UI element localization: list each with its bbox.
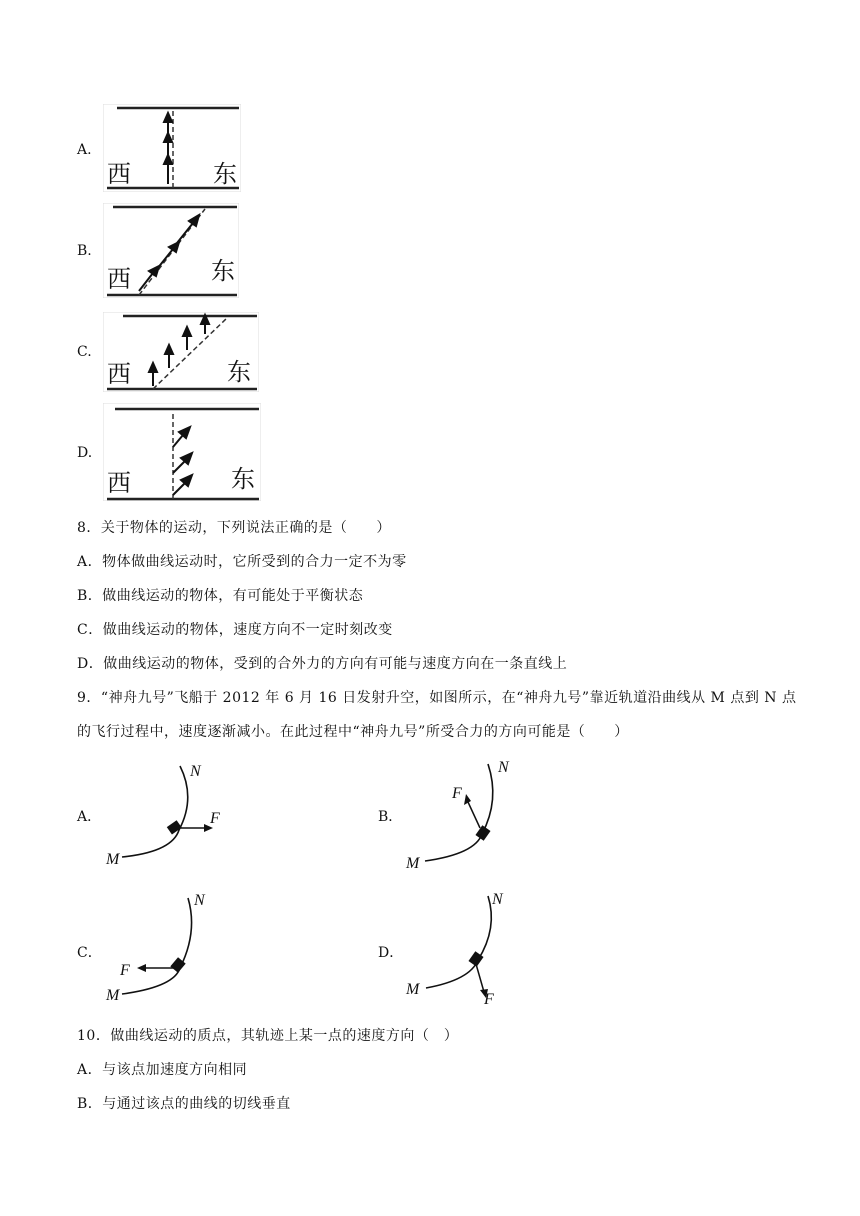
trajectory-curve bbox=[426, 896, 491, 988]
q8-option-a[interactable]: A．物体做曲线运动时，它所受到的合力一定不为零 bbox=[77, 554, 407, 570]
spacecraft-block bbox=[475, 825, 490, 841]
force-arrow bbox=[476, 964, 484, 992]
q7-figure-b bbox=[103, 203, 239, 298]
q9-figure-a bbox=[100, 756, 240, 868]
q9-option-b-label[interactable]: B． bbox=[378, 809, 403, 825]
force-f-label: F bbox=[210, 810, 220, 827]
force-f-label: F bbox=[452, 785, 462, 802]
q9-option-a-label[interactable]: A． bbox=[77, 809, 102, 825]
q7-option-a-label[interactable]: A. bbox=[77, 142, 92, 158]
force-arrowhead bbox=[464, 794, 471, 805]
point-m-label: M bbox=[406, 981, 420, 998]
q7-figure-a bbox=[103, 104, 241, 192]
q7-option-d-label[interactable]: D. bbox=[77, 445, 93, 461]
q10-stem: 10．做曲线运动的质点，其轨迹上某一点的速度方向（ ） bbox=[77, 1028, 459, 1044]
trajectory-curve bbox=[425, 764, 493, 861]
west-label: 西 bbox=[107, 362, 131, 388]
trajectory-curve bbox=[122, 898, 192, 994]
q10-option-a[interactable]: A．与该点加速度方向相同 bbox=[77, 1062, 248, 1078]
point-n-label: N bbox=[492, 891, 503, 908]
trajectory-curve bbox=[122, 766, 188, 857]
q8-option-d[interactable]: D．做曲线运动的物体，受到的合外力的方向有可能与速度方向在一条直线上 bbox=[77, 656, 568, 672]
q9-option-d-label[interactable]: D． bbox=[378, 945, 404, 961]
east-label: 东 bbox=[213, 162, 237, 188]
q7-option-c-label[interactable]: C. bbox=[77, 344, 92, 360]
q7-figure-d bbox=[103, 403, 261, 501]
point-m-label: M bbox=[106, 851, 120, 868]
east-label: 东 bbox=[211, 259, 235, 285]
force-arrow bbox=[468, 802, 480, 828]
west-label: 西 bbox=[107, 162, 131, 188]
q10-option-b[interactable]: B．与通过该点的曲线的切线垂直 bbox=[77, 1096, 291, 1112]
east-label: 东 bbox=[231, 467, 255, 493]
q8-stem: 8．关于物体的运动，下列说法正确的是（ ） bbox=[77, 520, 391, 536]
q8-option-b[interactable]: B．做曲线运动的物体，有可能处于平衡状态 bbox=[77, 588, 364, 604]
q7-figure-c bbox=[103, 312, 259, 392]
point-m-label: M bbox=[106, 987, 120, 1004]
west-label: 西 bbox=[107, 267, 131, 293]
q9-figure-c bbox=[100, 888, 240, 1004]
point-m-label: M bbox=[406, 855, 420, 871]
point-n-label: N bbox=[498, 759, 509, 776]
q9-stem-line1: 9．“神舟九号”飞船于 2012 年 6 月 16 日发射升空，如图所示，在“神舟九号”靠近轨道沿曲线从 M 点到 N 点 bbox=[77, 690, 797, 706]
q9-figure-b bbox=[400, 756, 540, 871]
q8-option-c[interactable]: C．做曲线运动的物体，速度方向不一定时刻改变 bbox=[77, 622, 393, 638]
force-f-label: F bbox=[484, 991, 494, 1006]
west-label: 西 bbox=[107, 471, 131, 497]
q9-figure-d bbox=[400, 888, 540, 1006]
q9-stem-line2: 的飞行过程中，速度逐渐减小。在此过程中“神舟九号”所受合力的方向可能是（ ） bbox=[77, 724, 629, 740]
spacecraft-block bbox=[167, 820, 182, 834]
point-n-label: N bbox=[194, 892, 205, 909]
force-arrowhead bbox=[137, 964, 146, 972]
q9-option-c-label[interactable]: C． bbox=[77, 945, 102, 961]
force-f-label: F bbox=[120, 962, 130, 979]
q7-option-b-label[interactable]: B. bbox=[77, 243, 92, 259]
east-label: 东 bbox=[227, 360, 251, 386]
point-n-label: N bbox=[190, 763, 201, 780]
